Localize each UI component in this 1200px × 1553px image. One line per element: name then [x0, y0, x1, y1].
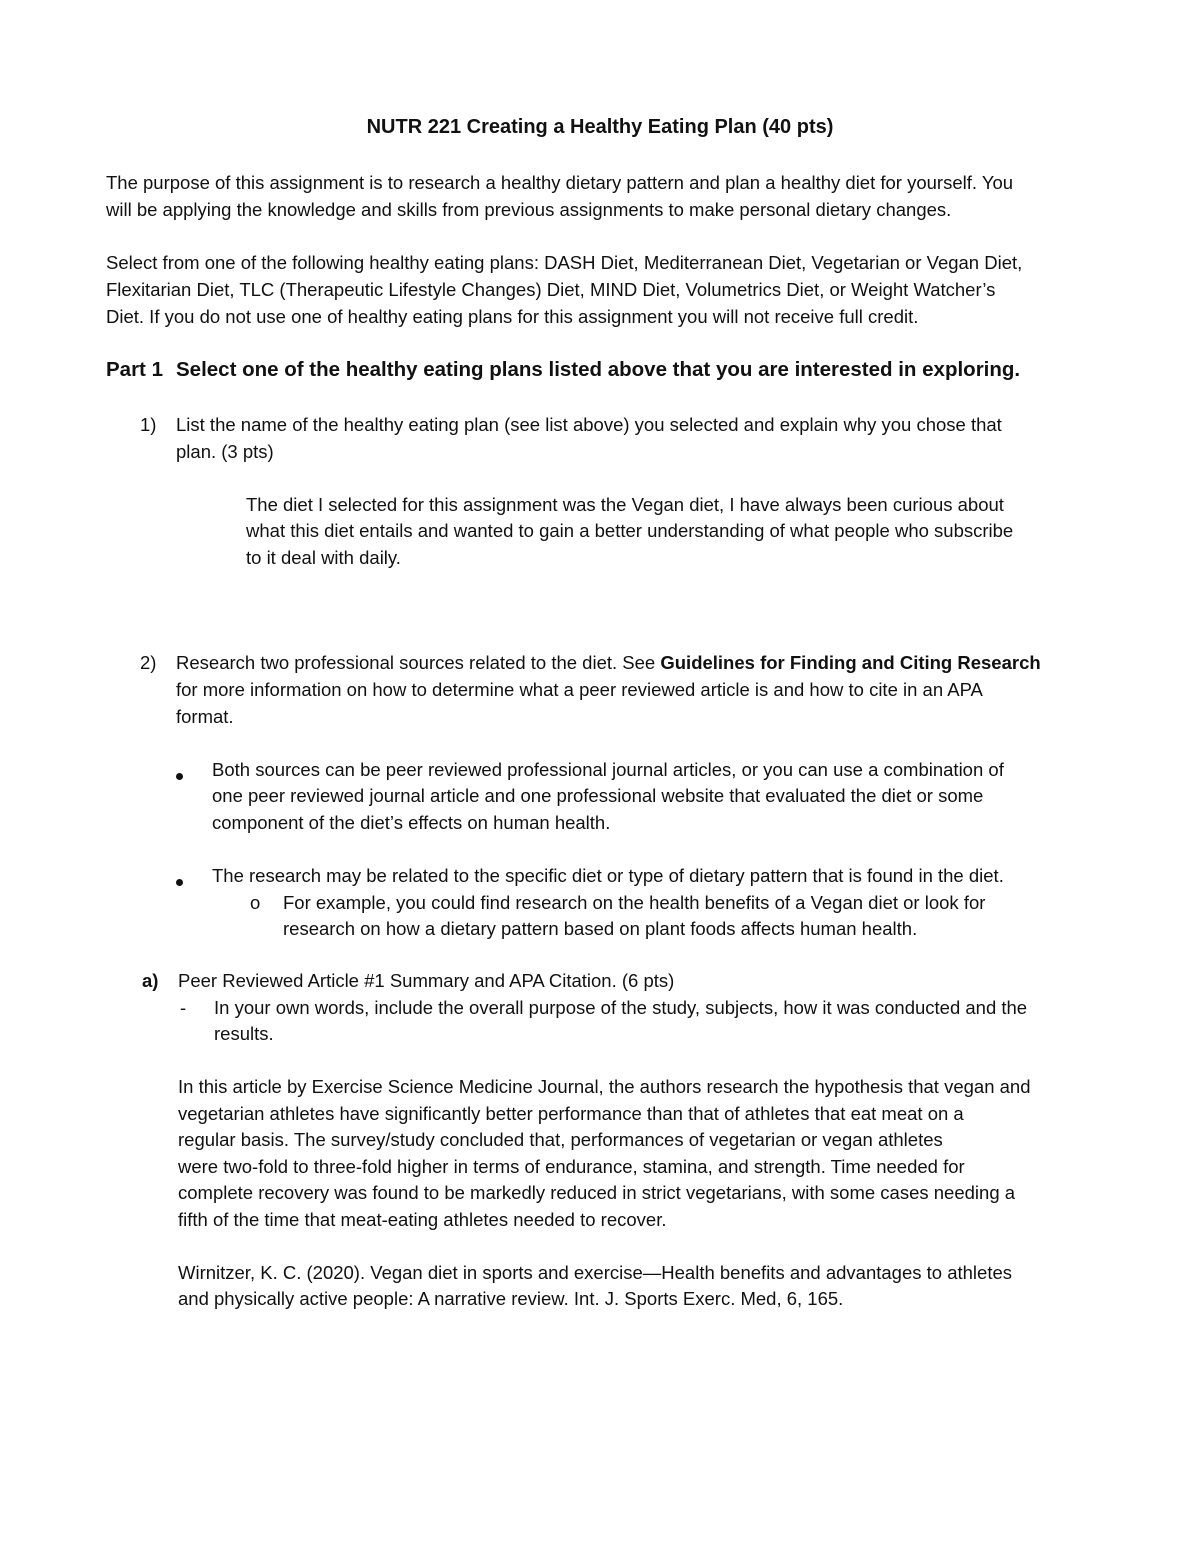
q2-number: 2)	[140, 652, 157, 673]
q1-line-1: List the name of the healthy eating plan (see list above) you selected and explain why you chose that	[176, 414, 1002, 435]
qa-dash: -	[180, 997, 187, 1018]
q1-answer-line-2: what this diet entails and wanted to gain a better understanding of what people who subscribe	[246, 520, 1014, 541]
q1-answer-line-1: The diet I selected for this assignment was the Vegan diet, I have always been curious about	[246, 494, 1004, 515]
summary-line-3: regular basis. The survey/study concluded that, performances of vegetarian or vegan athletes	[178, 1129, 943, 1150]
sub-bullet-line-1: For example, you could find research on the health benefits of a Vegan diet or look for	[283, 892, 986, 913]
q2-line-1-text: Research two professional sources related to the diet. See	[176, 652, 661, 673]
bullet2-line: The research may be related to the specific diet or type of dietary pattern that is found in the diet.	[212, 865, 1004, 886]
qa-dash-line-1: In your own words, include the overall purpose of the study, subjects, how it was conducted and the	[214, 997, 1028, 1018]
summary-line-4: were two-fold to three-fold higher in terms of endurance, stamina, and strength. Time needed for	[178, 1156, 965, 1177]
part1-label: Part 1	[106, 358, 163, 381]
guidelines-reference: Guidelines for Finding and Citing Research	[660, 652, 1041, 673]
bullet1-line-1: Both sources can be peer reviewed professional journal articles, or you can use a combination of	[212, 759, 1004, 780]
qa-label: a)	[142, 970, 159, 991]
q1-number: 1)	[140, 414, 157, 435]
qa-line: Peer Reviewed Article #1 Summary and APA Citation. (6 pts)	[178, 970, 675, 991]
plans-line-3: Diet. If you do not use one of healthy eating plans for this assignment you will not receive full credit.	[106, 306, 919, 327]
q2-line-1	[176, 650, 1041, 677]
qa-dash-line-2: results.	[214, 1023, 274, 1044]
summary-line-1: In this article by Exercise Science Medicine Journal, the authors research the hypothesis that vegan and	[178, 1076, 1031, 1097]
bullet1-line-3: component of the diet’s effects on human health.	[212, 812, 611, 833]
q1-answer-line-3: to it deal with daily.	[246, 547, 401, 568]
intro-line-2: will be applying the knowledge and skills from previous assignments to make personal dietary changes.	[106, 199, 952, 220]
sub-bullet-line-2: research on how a dietary pattern based on plant foods affects human health.	[283, 918, 918, 939]
sub-bullet-marker: o	[250, 892, 261, 913]
part1-heading	[106, 358, 1020, 382]
plans-line-1: Select from one of the following healthy eating plans: DASH Diet, Mediterranean Diet, Vegetarian or Vegan Diet,	[106, 252, 1023, 273]
citation-line-2: and physically active people: A narrative review. Int. J. Sports Exerc. Med, 6, 165.	[178, 1288, 844, 1309]
bullet-dot-icon	[176, 873, 183, 891]
plans-line-2: Flexitarian Diet, TLC (Therapeutic Lifestyle Changes) Diet, MIND Diet, Volumetrics Diet, or Weight Watcher’s	[106, 279, 996, 300]
citation-line-1: Wirnitzer, K. C. (2020). Vegan diet in sports and exercise—Health benefits and advantages to athletes	[178, 1262, 1012, 1283]
bullet1-line-2: one peer reviewed journal article and one professional website that evaluated the diet or some	[212, 785, 984, 806]
part1-heading-text: Select one of the healthy eating plans listed above that you are interested in exploring.	[176, 358, 1021, 381]
q2-line-2: for more information on how to determine what a peer reviewed article is and how to cite in an APA	[176, 679, 983, 700]
q1-line-2: plan. (3 pts)	[176, 441, 274, 462]
q2-line-3: format.	[176, 706, 234, 727]
page-title: NUTR 221 Creating a Healthy Eating Plan (40 pts)	[366, 116, 834, 138]
summary-line-5: complete recovery was found to be markedly reduced in strict vegetarians, with some cases needing a	[178, 1182, 1016, 1203]
bullet-dot-icon	[176, 767, 183, 785]
summary-line-2: vegetarian athletes have significantly better performance than that of athletes that eat meat on a	[178, 1103, 964, 1124]
summary-line-6: fifth of the time that meat-eating athletes needed to recover.	[178, 1209, 667, 1230]
intro-line-1: The purpose of this assignment is to research a healthy dietary pattern and plan a healthy diet for yourself. You	[106, 172, 1014, 193]
